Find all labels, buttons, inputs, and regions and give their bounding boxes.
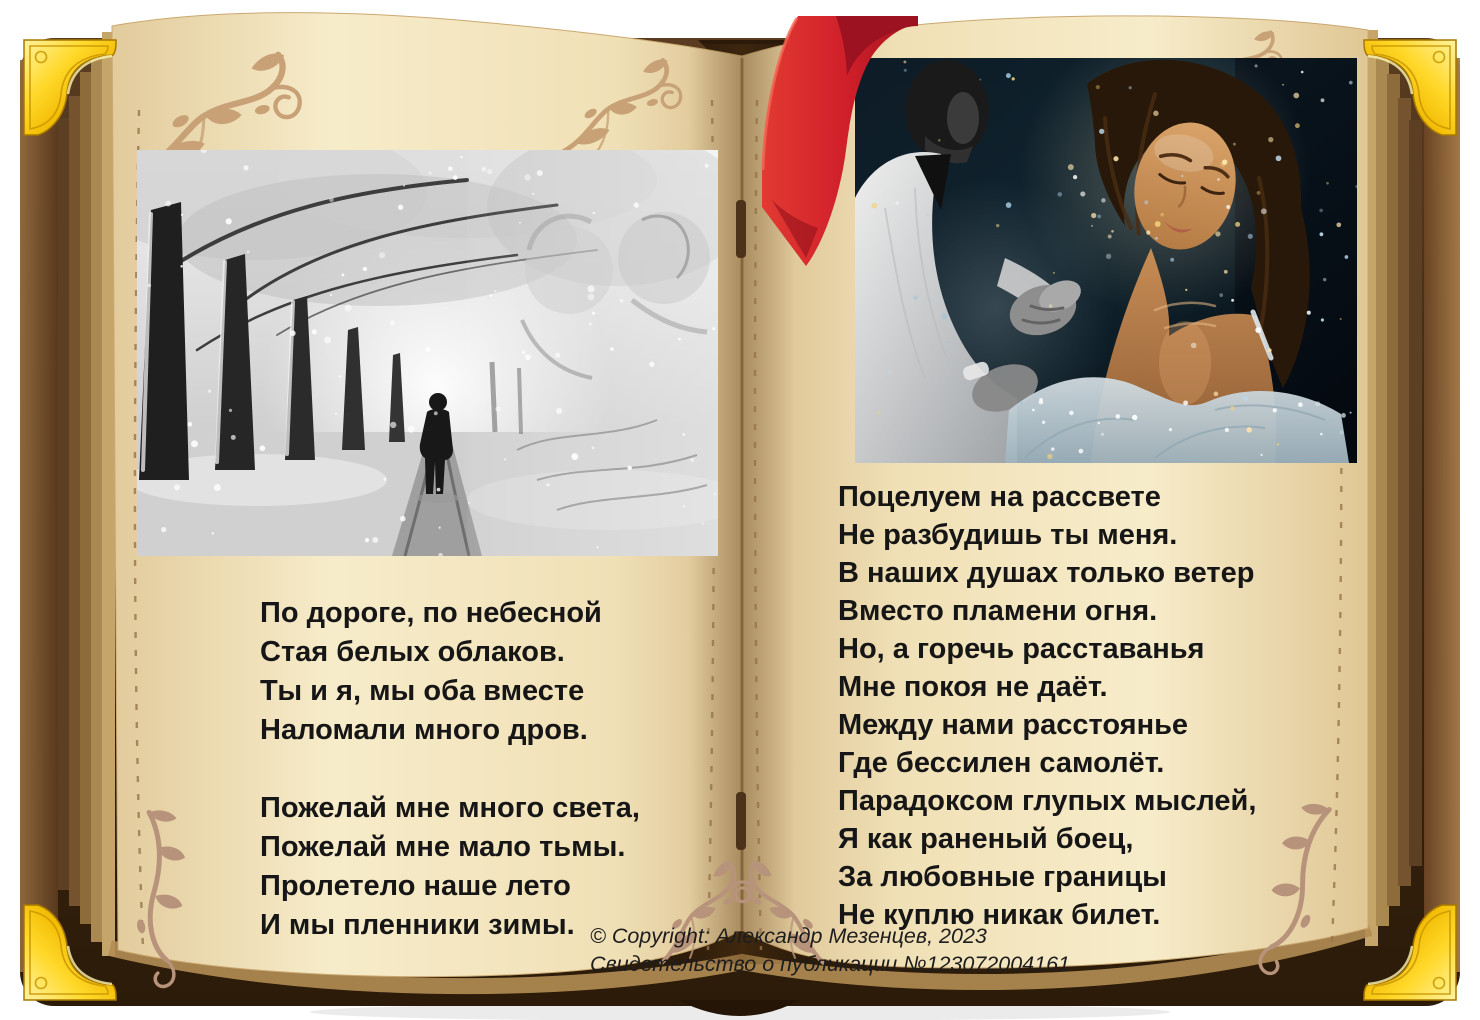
copyright-line-2: Свидетельство о публикации №123072004161 [590,952,1070,976]
poem-line: Где бессилен самолёт. [838,747,1165,779]
poem-line: В наших душах только ветер [838,557,1255,589]
poem-line: Пожелай мне много света, [260,792,640,824]
winter-alley-photo [137,150,718,556]
poem-line: И мы пленники зимы. [260,909,575,941]
cover-right-face [1424,58,1460,972]
poem-line: Вместо пламени огня. [838,595,1158,627]
poem-line: Парадоксом глупых мыслей, [838,785,1257,817]
poem-line: Поцелуем на рассвете [838,481,1161,513]
copyright-line-1: © Copyright: Александр Мезенцев, 2023 [590,924,987,948]
poem-line: Не куплю никак билет. [838,899,1161,931]
poem-line: Я как раненый боец, [838,823,1134,855]
poem-line: Стая белых облаков. [260,636,565,668]
poem-left [260,594,640,945]
poem-line: Ты и я, мы оба вместе [260,675,585,707]
poem-line: По дороге, по небесной [260,597,602,629]
copyright-block [590,922,1070,978]
poem-line: Наломали много дров. [260,714,588,746]
poem-line: Между нами расстоянье [838,709,1189,741]
poem-line: Пролетело наше лето [260,870,571,902]
page-stack-right [1365,30,1422,946]
page-stack-left [58,32,115,956]
ghost-couple [467,150,718,556]
poem-right [838,478,1256,934]
poem-line: Пожелай мне мало тьмы. [260,831,626,863]
poem-line: За любовные границы [838,861,1167,893]
poem-line: Мне покоя не даёт. [838,671,1108,703]
poem-left-stanza-1 [260,594,640,750]
cover-left-face [20,60,58,972]
poem-line: Не разбудишь ты меня. [838,519,1178,551]
poem-line: Но, а горечь расставанья [838,633,1205,665]
rain-lovers-photo [855,58,1357,463]
poem-left-stanza-2 [260,789,640,945]
